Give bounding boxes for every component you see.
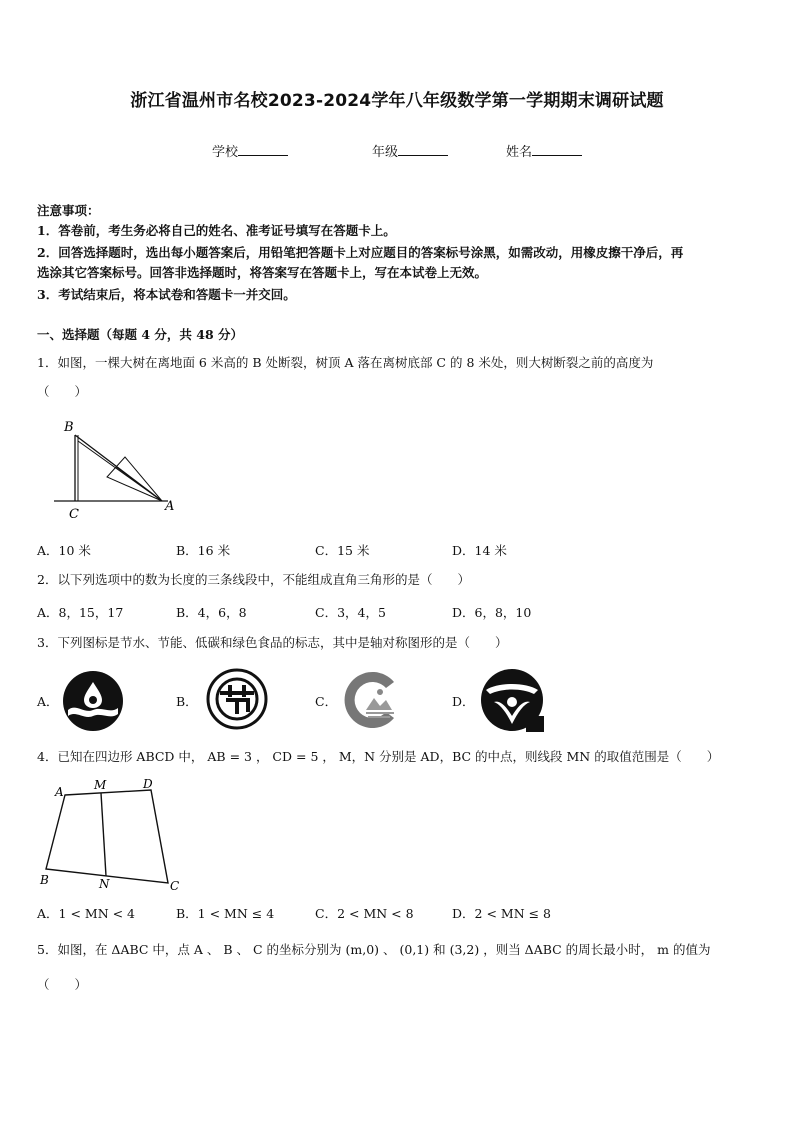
section-heading: 一、选择题（每题 4 分，共 48 分） [37,327,244,342]
page-title: 浙江省温州市名校2023-2024学年八年级数学第一学期期末调研试题 [130,91,664,111]
q1-option-a[interactable]: A．10 米 [37,543,91,558]
q3-option-a[interactable]: A． [37,694,59,709]
q5-paren: （ ） [37,977,88,992]
q1-label-a: A [165,499,175,514]
grade-label: 年级 [372,145,399,160]
q4-option-a[interactable]: A．1 < MN < 4 [37,906,136,921]
q2-option-c[interactable]: C．3，4，5 [315,605,386,620]
q4-figure [36,776,186,896]
grade-blank[interactable] [398,143,448,156]
grade-field [372,141,448,160]
q3-stem: 3．下列图标是节水、节能、低碳和绿色食品的标志，其中是轴对称图形的是（ ） [37,635,508,650]
q4-option-d[interactable]: D．2 < MN ≤ 8 [452,906,552,921]
q2-option-a[interactable]: A．8，15，17 [37,605,124,620]
q1-stem: 1．如图，一棵大树在离地面 6 米高的 B 处断裂，树顶 A 落在离树底部 C 的 8 米处，则大树断裂之前的高度为 [37,355,654,370]
school-label: 学校 [212,145,239,160]
q1-option-d[interactable]: D．14 米 [452,543,507,558]
q3-option-c[interactable]: C． [315,694,338,709]
school-field [212,141,288,160]
note-1: 1．答卷前，考生务必将自己的姓名、准考证号填写在答题卡上。 [37,223,396,238]
q1-option-c[interactable]: C．15 米 [315,543,370,558]
q1-label-c: C [69,507,79,522]
green-food-logo-icon [478,666,546,734]
water-saving-logo-icon [62,670,124,732]
note-3: 3．考试结束后，将本试卷和答题卡一并交回。 [37,287,296,302]
note-2-cont: 选涂其它答案标号。回答非选择题时，将答案写在答题卡上，写在本试卷上无效。 [37,265,488,280]
notes-heading: 注意事项： [37,203,100,218]
name-blank[interactable] [532,143,582,156]
name-label: 姓名 [506,145,533,160]
q2-stem: 2．以下列选项中的数为长度的三条线段中，不能组成直角三角形的是（ ） [37,572,470,587]
q3-option-b[interactable]: B． [176,694,198,709]
low-carbon-logo-icon [340,668,404,732]
energy-saving-logo-icon [206,668,268,730]
q5-stem: 5．如图，在 ΔABC 中，点 A 、 B 、 C 的坐标分别为 (m,0) 、 (0,1) 和 (3,2) ，则当 ΔABC 的周长最小时， m 的值为 [37,942,711,957]
q4-label-b: B [40,873,49,887]
q2-option-b[interactable]: B．4，6，8 [176,605,247,620]
school-blank[interactable] [238,143,288,156]
q4-label-m: M [94,778,107,792]
name-field [506,141,582,160]
note-2: 2．回答选择题时，选出每小题答案后，用铅笔把答题卡上对应题目的答案标号涂黑，如需改动，用橡皮擦干净后，再 [37,245,684,260]
q4-option-b[interactable]: B．1 < MN ≤ 4 [176,906,275,921]
q4-label-c: C [170,879,180,893]
q4-label-n: N [99,877,110,891]
q2-option-d[interactable]: D．6，8，10 [452,605,532,620]
q1-option-b[interactable]: B．16 米 [176,543,231,558]
q4-stem: 4．已知在四边形 ABCD 中， AB = 3 ， CD = 5 ， M，N 分别是 AD，BC 的中点，则线段 MN 的取值范围是（ ） [37,749,720,764]
q1-label-b: B [64,420,74,435]
q4-label-d: D [143,777,153,791]
q1-paren: （ ） [37,384,88,399]
q1-figure [50,415,185,525]
q4-label-a: A [55,785,64,799]
q4-option-c[interactable]: C．2 < MN < 8 [315,906,414,921]
q3-option-d[interactable]: D． [452,694,475,709]
